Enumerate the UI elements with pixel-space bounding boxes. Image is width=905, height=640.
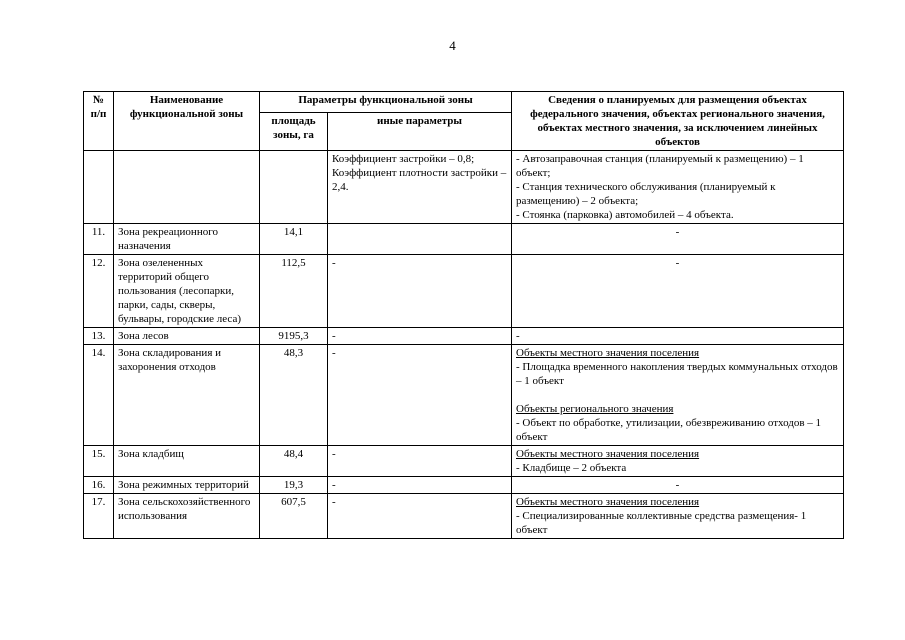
object-entry: - Автозаправочная станция (планируемый к размещению) – 1 объект; [516,153,804,179]
zone-name: Зона озелененных территорий общего пользования (лесопарки, парки, сады, скверы, бульвары, городские леса) [114,255,260,328]
zone-other-params: - [328,477,512,494]
objects-category-heading: Объекты местного значения поселения [516,347,700,359]
zone-area: 19,3 [260,477,328,494]
header-other-params: иные параметры [328,112,512,150]
object-entry: - Специализированные коллективные средства размещения- 1 объект [516,510,807,536]
zone-name [114,151,260,224]
zone-other-params: - [328,255,512,328]
zone-other-params: - [328,446,512,477]
object-entry: - Кладбище – 2 объекта [516,462,627,474]
planned-objects [512,255,844,328]
row-number: 14. [84,345,114,446]
zone-area: 9195,3 [260,328,328,345]
zone-area: 607,5 [260,494,328,539]
planned-objects [512,477,844,494]
page-number: 4 [449,38,456,53]
row-number [84,151,114,224]
row-number: 16. [84,477,114,494]
zone-other-params: - [328,345,512,446]
object-entry: - Объект по обработке, утилизации, обезвреживанию отходов – 1 объект [516,417,822,443]
table-row [84,224,844,255]
table-body [84,151,844,539]
row-number: 11. [84,224,114,255]
zone-other-params [328,224,512,255]
zone-name: Зона сельскохозяйственного использования [114,494,260,539]
zone-name: Зона режимных территорий [114,477,260,494]
object-entry: - Площадка временного накопления твердых коммунальных отходов – 1 объект [516,361,838,387]
row-number: 13. [84,328,114,345]
table-row [84,446,844,477]
object-entry: - [675,226,680,238]
planned-objects [512,328,844,345]
zone-area: 112,5 [260,255,328,328]
table-row [84,255,844,328]
zone-other-params: - [328,494,512,539]
zone-other-params: Коэффициент застройки – 0,8; Коэффициент плотности застройки – 2,4. [328,151,512,224]
header-area: площадь зоны, га [260,112,328,150]
row-number: 17. [84,494,114,539]
row-number: 12. [84,255,114,328]
object-entry: - [516,330,520,342]
object-entry: - Станция технического обслуживания (планируемый к размещению) – 2 объекта; [516,181,776,207]
objects-category-heading: Объекты местного значения поселения [516,448,700,460]
planned-objects [512,224,844,255]
objects-category-heading: Объекты регионального значения [516,403,674,415]
planned-objects [512,345,844,446]
zone-area: 48,4 [260,446,328,477]
table-row [84,345,844,446]
table-row [84,477,844,494]
zone-name: Зона лесов [114,328,260,345]
header-zone-name: Наименование функциональной зоны [114,92,260,151]
zone-area: 14,1 [260,224,328,255]
object-entry: - [675,257,680,269]
table-row [84,151,844,224]
table-row [84,328,844,345]
zone-name: Зона рекреационного назначения [114,224,260,255]
object-entry: - Стоянка (парковка) автомобилей – 4 объекта. [516,209,734,221]
zone-other-params: - [328,328,512,345]
header-planned-objects: Сведения о планируемых для размещения объектах федерального значения, объектах регионального значения, объектах местного значения, за исключением линейных объектов [512,92,844,151]
planned-objects [512,494,844,539]
zone-name: Зона кладбищ [114,446,260,477]
zone-name: Зона складирования и захоронения отходов [114,345,260,446]
objects-category-heading: Объекты местного значения поселения [516,496,700,508]
zone-area: 48,3 [260,345,328,446]
table-row [84,494,844,539]
functional-zones-table [83,91,844,539]
header-num: № п/п [84,92,114,151]
object-entry: - [675,479,680,491]
row-number: 15. [84,446,114,477]
header-zone-params: Параметры функциональной зоны [260,92,512,113]
planned-objects [512,446,844,477]
zone-area [260,151,328,224]
blank-line [516,388,839,402]
planned-objects [512,151,844,224]
